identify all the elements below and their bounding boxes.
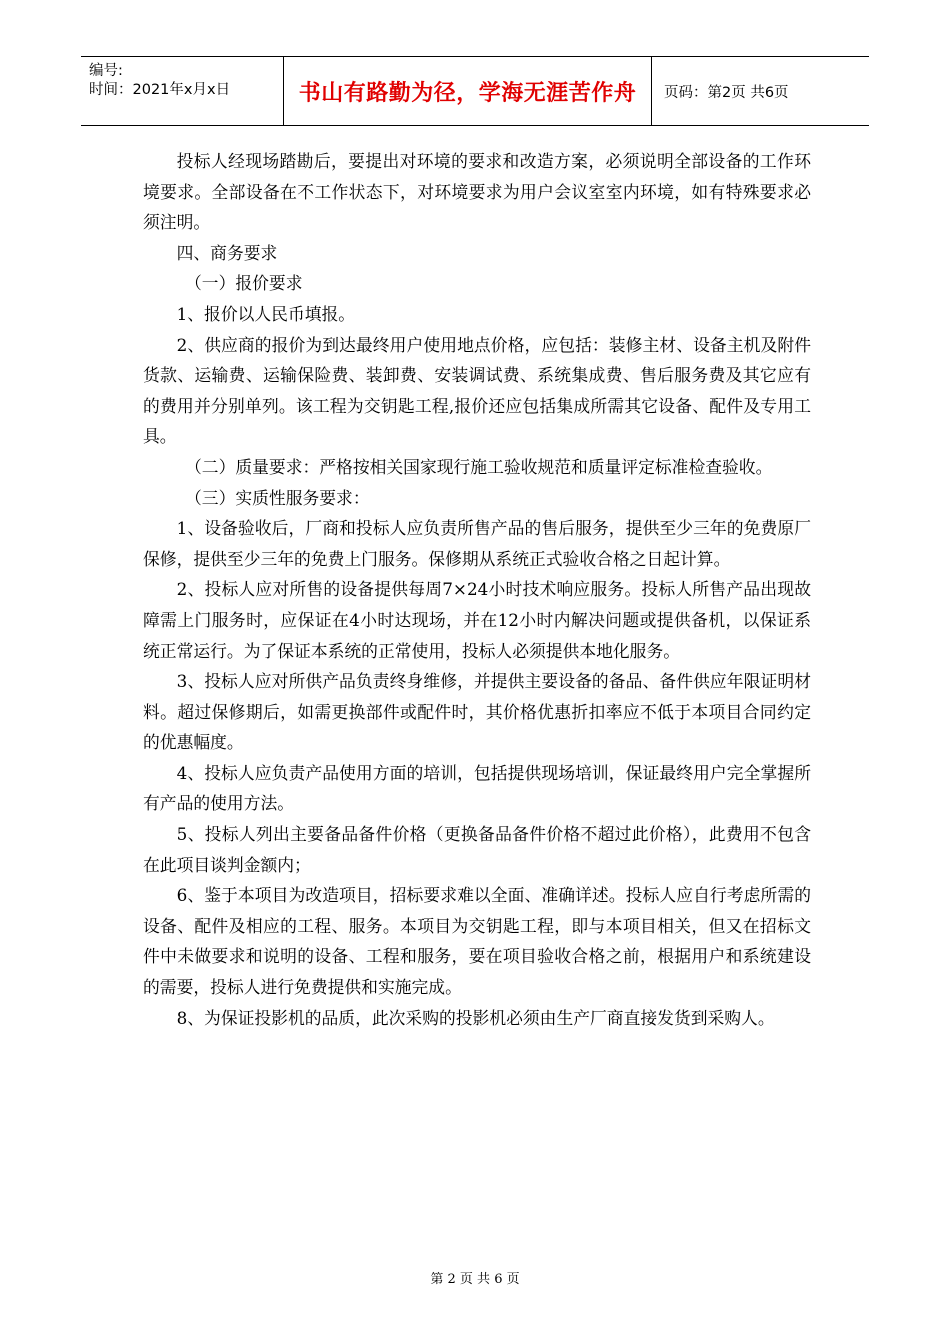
- header-meta: [81, 57, 284, 125]
- paragraph-quote-1: 1、报价以人民币填报。: [176, 303, 356, 324]
- paragraph-service-8: 8、为保证投影机的品质，此次采购的投影机必须由生产厂商直接发货到采购人。: [176, 1007, 775, 1028]
- document-body: [143, 146, 811, 1033]
- header-motto: 书山有路勤为径，学海无涯苦作舟: [284, 57, 652, 125]
- section-heading-business: 四、商务要求: [176, 242, 278, 263]
- paragraph-service-2: 2、投标人应对所售的设备提供每周7×24小时技术响应服务。投标人所售产品出现故障需上门服务时，应保证在4小时达现场，并在12小时内解决问题或提供备机，以保证系统正常运行。为了保证本系统的正常使用，投标人必须提供本地化服务。: [143, 579, 811, 661]
- paragraph-service-3: 3、投标人应对所供产品负责终身维修，并提供主要设备的备品、备件供应年限证明材料。超过保修期后，如需更换部件或配件时，其价格优惠折扣率应不低于本项目合同约定的优惠幅度。: [143, 671, 811, 753]
- paragraph-service-5: 5、投标人列出主要备品备件价格（更换备品备件价格不超过此价格），此费用不包含在此项目谈判金额内；: [143, 824, 811, 875]
- paragraph-service-1: 1、设备验收后，厂商和投标人应负责所售产品的售后服务，提供至少三年的免费原厂保修，提供至少三年的免费上门服务。保修期从系统正式验收合格之日起计算。: [143, 518, 811, 569]
- header-page-info: 页码：第2页 共6页: [664, 84, 789, 101]
- paragraph-quality: （二）质量要求：严格按相关国家现行施工验收规范和质量评定标准检查验收。: [185, 456, 773, 477]
- paragraph-environment: 投标人经现场踏勘后，要提出对环境的要求和改造方案，必须说明全部设备的工作环境要求。全部设备在不工作状态下，对环境要求为用户会议室室内环境，如有特殊要求必须注明。: [143, 151, 811, 233]
- paragraph-service-4: 4、投标人应负责产品使用方面的培训，包括提供现场培训，保证最终用户完全掌握所有产品的使用方法。: [143, 762, 811, 814]
- page-footer: 第 2 页 共 6 页: [430, 1272, 520, 1287]
- paragraph-service-6: 6、鉴于本项目为改造项目，招标要求难以全面、准确详述。投标人应自行考虑所需的设备、配件及相应的工程、服务。本项目为交钥匙工程，即与本项目相关，但又在招标文件中未做要求和说明的设备、工程和服务，要在项目验收合格之前，根据用户和系统建设的需要，投标人进行免费提供和实施完成。: [143, 885, 811, 998]
- page-header: [81, 56, 869, 126]
- subsection-heading-quote: （一）报价要求: [185, 273, 303, 294]
- subsection-heading-service: （三）实质性服务要求：: [185, 487, 370, 508]
- document-date: 时间：2021年x月x日: [89, 82, 231, 98]
- document-number-label: 编号:: [89, 63, 123, 79]
- paragraph-quote-2: 2、供应商的报价为到达最终用户使用地点价格，应包括：装修主材、设备主机及附件货款、运输费、运输保险费、装卸费、安装调试费、系统集成费、售后服务费及其它应有的费用并分别单列。该工程为交钥匙工程,报价还应包括集成所需其它设备、配件及专用工具。: [143, 334, 811, 447]
